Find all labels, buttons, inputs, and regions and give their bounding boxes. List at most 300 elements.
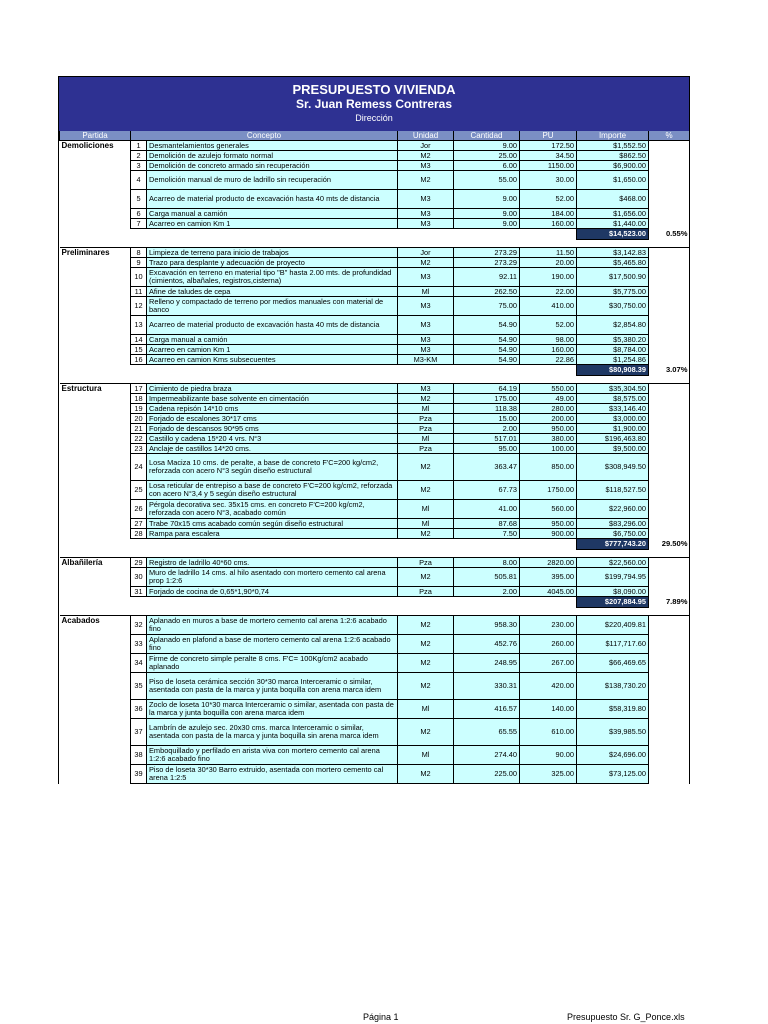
- item-number: 6: [131, 209, 147, 219]
- header-row: [60, 131, 690, 141]
- concept-cell: Acarreo en camion Km 1: [147, 219, 398, 229]
- gap-cell: [60, 240, 690, 248]
- table-row: [60, 700, 690, 719]
- quantity-cell: 2.00: [454, 587, 520, 597]
- concept-cell: Desmantelamientos generales: [147, 141, 398, 151]
- amount-cell: $30,750.00: [577, 297, 649, 316]
- unit-cell: M3: [398, 268, 454, 287]
- concept-cell: Anclaje de castillos 14*20 cms.: [147, 444, 398, 454]
- table-row: [60, 765, 690, 784]
- unit-cell: M3: [398, 209, 454, 219]
- unit-cell: M2: [398, 171, 454, 190]
- concept-cell: Forjado de escalones 30*17 cms: [147, 414, 398, 424]
- amount-cell: $3,000.00: [577, 414, 649, 424]
- item-number: 36: [131, 700, 147, 719]
- amount-cell: $468.00: [577, 190, 649, 209]
- header-partida: Partida: [60, 131, 131, 141]
- amount-cell: $22,960.00: [577, 500, 649, 519]
- unit-price-cell: 160.00: [520, 219, 577, 229]
- header-importe: Importe: [577, 131, 649, 141]
- table-row: [60, 141, 690, 151]
- unit-cell: M3: [398, 335, 454, 345]
- concept-cell: Carga manual a camión: [147, 209, 398, 219]
- item-number: 9: [131, 258, 147, 268]
- concept-cell: Acarreo de material producto de excavación hasta 40 mts de distancia: [147, 316, 398, 335]
- file-name: Presupuesto Sr. G_Ponce.xls: [567, 1012, 685, 1022]
- amount-cell: $5,775.00: [577, 287, 649, 297]
- quantity-cell: 54.90: [454, 345, 520, 355]
- unit-cell: Jor: [398, 141, 454, 151]
- amount-cell: $118,527.50: [577, 481, 649, 500]
- quantity-cell: 9.00: [454, 219, 520, 229]
- unit-price-cell: 98.00: [520, 335, 577, 345]
- section-total-row: [60, 597, 690, 608]
- pct-blank: [649, 248, 690, 365]
- partida-label: Estructura: [61, 384, 102, 393]
- section-total: $14,523.00: [577, 229, 649, 240]
- amount-cell: $5,465.80: [577, 258, 649, 268]
- item-number: 33: [131, 635, 147, 654]
- concept-cell: Relleno y compactado de terreno por medios manuales con material de banco: [147, 297, 398, 316]
- unit-cell: Pza: [398, 444, 454, 454]
- unit-cell: M3: [398, 384, 454, 394]
- section-total-row: [60, 365, 690, 376]
- concept-cell: Demolición de concreto armado sin recuperación: [147, 161, 398, 171]
- item-number: 19: [131, 404, 147, 414]
- unit-cell: Ml: [398, 500, 454, 519]
- total-spacer: [60, 597, 577, 608]
- quantity-cell: 363.47: [454, 454, 520, 481]
- unit-price-cell: 1750.00: [520, 481, 577, 500]
- amount-cell: $35,304.50: [577, 384, 649, 394]
- item-number: 32: [131, 616, 147, 635]
- amount-cell: $83,296.00: [577, 519, 649, 529]
- concept-cell: Impermeabilizante base solvente en cimentación: [147, 394, 398, 404]
- unit-price-cell: 4045.00: [520, 587, 577, 597]
- amount-cell: $58,319.80: [577, 700, 649, 719]
- item-number: 35: [131, 673, 147, 700]
- amount-cell: $117,717.60: [577, 635, 649, 654]
- unit-cell: M2: [398, 765, 454, 784]
- item-number: 25: [131, 481, 147, 500]
- item-number: 7: [131, 219, 147, 229]
- quantity-cell: 452.76: [454, 635, 520, 654]
- concept-cell: Limpieza de terreno para inicio de trabajos: [147, 248, 398, 258]
- quantity-cell: 958.30: [454, 616, 520, 635]
- amount-cell: $1,254.86: [577, 355, 649, 365]
- concept-cell: Piso de loseta 30*30 Barro extruido, asentada con mortero cemento cal arena 1:2:5: [147, 765, 398, 784]
- item-number: 4: [131, 171, 147, 190]
- unit-cell: M3: [398, 316, 454, 335]
- quantity-cell: 92.11: [454, 268, 520, 287]
- amount-cell: $5,380.20: [577, 335, 649, 345]
- partida-label: Acabados: [61, 616, 100, 625]
- partida-label: Demoliciones: [61, 141, 114, 150]
- section-percent: 3.07%: [665, 365, 688, 375]
- concept-cell: Firme de concreto simple peralte 8 cms. F'C= 100Kg/cm2 acabado aplanado: [147, 654, 398, 673]
- unit-cell: Ml: [398, 404, 454, 414]
- concept-cell: Acarreo en camion Kms subsecuentes: [147, 355, 398, 365]
- quantity-cell: 330.31: [454, 673, 520, 700]
- unit-cell: M2: [398, 258, 454, 268]
- unit-price-cell: 30.00: [520, 171, 577, 190]
- unit-cell: Jor: [398, 248, 454, 258]
- quantity-cell: 416.57: [454, 700, 520, 719]
- quantity-cell: 505.81: [454, 568, 520, 587]
- concept-cell: Aplanado en plafond a base de mortero cemento cal arena 1:2:6 acabado fino: [147, 635, 398, 654]
- amount-cell: $22,560.00: [577, 558, 649, 568]
- total-spacer: [60, 229, 577, 240]
- unit-cell: M3: [398, 219, 454, 229]
- amount-cell: $33,146.40: [577, 404, 649, 414]
- gap-cell: [60, 376, 690, 384]
- section-gap: [60, 608, 690, 616]
- gap-cell: [60, 550, 690, 558]
- amount-cell: $6,750.00: [577, 529, 649, 539]
- item-number: 26: [131, 500, 147, 519]
- quantity-cell: 274.40: [454, 746, 520, 765]
- table-row: [60, 258, 690, 268]
- concept-cell: Trabe 70x15 cms acabado común según diseño estructural: [147, 519, 398, 529]
- item-number: 38: [131, 746, 147, 765]
- total-spacer: [60, 365, 577, 376]
- unit-price-cell: 52.00: [520, 316, 577, 335]
- item-number: 31: [131, 587, 147, 597]
- item-number: 17: [131, 384, 147, 394]
- quantity-cell: 41.00: [454, 500, 520, 519]
- unit-price-cell: 20.00: [520, 258, 577, 268]
- unit-price-cell: 22.86: [520, 355, 577, 365]
- unit-cell: M2: [398, 635, 454, 654]
- quantity-cell: 9.00: [454, 190, 520, 209]
- concept-cell: Aplanado en muros a base de mortero cemento cal arena 1:2:6 acabado fino: [147, 616, 398, 635]
- pct-blank: [649, 384, 690, 539]
- quantity-cell: 517.01: [454, 434, 520, 444]
- amount-cell: $196,463.80: [577, 434, 649, 444]
- unit-price-cell: 900.00: [520, 529, 577, 539]
- table-row: [60, 746, 690, 765]
- unit-price-cell: 52.00: [520, 190, 577, 209]
- unit-cell: Pza: [398, 587, 454, 597]
- unit-price-cell: 267.00: [520, 654, 577, 673]
- table-row: [60, 719, 690, 746]
- header-pu: PU: [520, 131, 577, 141]
- table-row: [60, 209, 690, 219]
- budget-body: [60, 141, 690, 784]
- item-number: 21: [131, 424, 147, 434]
- unit-cell: M3: [398, 161, 454, 171]
- item-number: 15: [131, 345, 147, 355]
- partida-label: Preliminares: [61, 248, 110, 257]
- item-number: 16: [131, 355, 147, 365]
- table-row: [60, 529, 690, 539]
- amount-cell: $8,575.00: [577, 394, 649, 404]
- section-total-row: [60, 539, 690, 550]
- item-number: 1: [131, 141, 147, 151]
- unit-price-cell: 560.00: [520, 500, 577, 519]
- unit-price-cell: 850.00: [520, 454, 577, 481]
- quantity-cell: 54.90: [454, 335, 520, 345]
- table-row: [60, 500, 690, 519]
- amount-cell: $8,090.00: [577, 587, 649, 597]
- table-row: [60, 616, 690, 635]
- quantity-cell: 95.00: [454, 444, 520, 454]
- table-row: [60, 190, 690, 209]
- unit-price-cell: 2820.00: [520, 558, 577, 568]
- item-number: 5: [131, 190, 147, 209]
- unit-cell: Ml: [398, 700, 454, 719]
- gap-cell: [60, 608, 690, 616]
- unit-cell: M2: [398, 568, 454, 587]
- amount-cell: $308,949.50: [577, 454, 649, 481]
- section-gap: [60, 240, 690, 248]
- unit-price-cell: 90.00: [520, 746, 577, 765]
- partida-label: Albañilería: [61, 558, 103, 567]
- amount-cell: $138,730.20: [577, 673, 649, 700]
- unit-price-cell: 395.00: [520, 568, 577, 587]
- unit-price-cell: 22.00: [520, 287, 577, 297]
- item-number: 30: [131, 568, 147, 587]
- unit-cell: M2: [398, 481, 454, 500]
- table-row: [60, 316, 690, 335]
- amount-cell: $73,125.00: [577, 765, 649, 784]
- quantity-cell: 248.95: [454, 654, 520, 673]
- document-title: PRESUPUESTO VIVIENDA: [292, 82, 456, 97]
- unit-price-cell: 184.00: [520, 209, 577, 219]
- unit-cell: M3: [398, 190, 454, 209]
- quantity-cell: 7.50: [454, 529, 520, 539]
- table-row: [60, 287, 690, 297]
- table-row: [60, 384, 690, 394]
- table-row: [60, 404, 690, 414]
- amount-cell: $220,409.81: [577, 616, 649, 635]
- header-concepto: Concepto: [131, 131, 398, 141]
- item-number: 2: [131, 151, 147, 161]
- unit-price-cell: 1150.00: [520, 161, 577, 171]
- concept-cell: Lambrín de azulejo sec. 20x30 cms. marca Interceramic o similar, asentada con pasta de la marca y junta boquilla sin arena marca idem: [147, 719, 398, 746]
- concept-cell: Losa reticular de entrepiso a base de concreto F'C=200 kg/cm2, reforzada con acero N°3,4 y 5 según diseño estructural: [147, 481, 398, 500]
- unit-cell: M2: [398, 616, 454, 635]
- unit-price-cell: 325.00: [520, 765, 577, 784]
- unit-price-cell: 172.50: [520, 141, 577, 151]
- item-number: 28: [131, 529, 147, 539]
- unit-price-cell: 950.00: [520, 424, 577, 434]
- unit-cell: M2: [398, 673, 454, 700]
- concept-cell: Zoclo de loseta 10*30 marca Interceramic o similar, asentada con pasta de la marca y junta boquilla con arena marca idem: [147, 700, 398, 719]
- quantity-cell: 6.00: [454, 161, 520, 171]
- amount-cell: $862.50: [577, 151, 649, 161]
- table-row: [60, 219, 690, 229]
- table-row: [60, 297, 690, 316]
- concept-cell: Afine de taludes de cepa: [147, 287, 398, 297]
- item-number: 39: [131, 765, 147, 784]
- unit-price-cell: 260.00: [520, 635, 577, 654]
- pct-blank: [649, 616, 690, 784]
- quantity-cell: 9.00: [454, 209, 520, 219]
- unit-price-cell: 610.00: [520, 719, 577, 746]
- amount-cell: $66,469.65: [577, 654, 649, 673]
- table-row: [60, 248, 690, 258]
- budget-table: [59, 131, 690, 784]
- quantity-cell: 118.38: [454, 404, 520, 414]
- unit-cell: M2: [398, 394, 454, 404]
- item-number: 18: [131, 394, 147, 404]
- concept-cell: Castillo y cadena 15*20 4 vrs. N°3: [147, 434, 398, 444]
- section-total-row: [60, 229, 690, 240]
- item-number: 37: [131, 719, 147, 746]
- quantity-cell: 67.73: [454, 481, 520, 500]
- unit-price-cell: 160.00: [520, 345, 577, 355]
- table-row: [60, 394, 690, 404]
- concept-cell: Losa Maciza 10 cms. de peralte, a base de concreto F'C=200 kg/cm2, reforzada con acero N°3 según diseño estructural: [147, 454, 398, 481]
- amount-cell: $24,696.00: [577, 746, 649, 765]
- concept-cell: Acarreo en camion Km 1: [147, 345, 398, 355]
- client-name: Sr. Juan Remess Contreras: [295, 97, 453, 111]
- header-pct: %: [649, 131, 690, 141]
- quantity-cell: 75.00: [454, 297, 520, 316]
- item-number: 23: [131, 444, 147, 454]
- section-total: $777,743.20: [577, 539, 649, 550]
- table-row: [60, 335, 690, 345]
- amount-cell: $1,552.50: [577, 141, 649, 151]
- amount-cell: $1,900.00: [577, 424, 649, 434]
- unit-cell: M2: [398, 151, 454, 161]
- concept-cell: Rampa para escalera: [147, 529, 398, 539]
- item-number: 12: [131, 297, 147, 316]
- unit-cell: Ml: [398, 746, 454, 765]
- quantity-cell: 25.00: [454, 151, 520, 161]
- item-number: 14: [131, 335, 147, 345]
- section-total: $207,884.95: [577, 597, 649, 608]
- concept-cell: Piso de loseta cerámica sección 30*30 marca Interceramic o similar, asentada con pasta de la marca y junta boquilla con arena marca idem: [147, 673, 398, 700]
- unit-cell: Pza: [398, 414, 454, 424]
- table-row: [60, 519, 690, 529]
- unit-cell: Pza: [398, 558, 454, 568]
- concept-cell: Cimiento de piedra braza: [147, 384, 398, 394]
- unit-price-cell: 190.00: [520, 268, 577, 287]
- item-number: 8: [131, 248, 147, 258]
- unit-price-cell: 11.50: [520, 248, 577, 258]
- table-row: [60, 654, 690, 673]
- header-unidad: Unidad: [398, 131, 454, 141]
- section-percent: 0.55%: [665, 229, 688, 239]
- concept-cell: Emboquillado y perfilado en arista viva con mortero cemento cal arena 1:2:6 acabado fino: [147, 746, 398, 765]
- table-row: [60, 414, 690, 424]
- quantity-cell: 262.50: [454, 287, 520, 297]
- table-row: [60, 434, 690, 444]
- pct-blank: [649, 558, 690, 597]
- concept-cell: Forjado de descansos 90*95 cms: [147, 424, 398, 434]
- concept-cell: Demolición de azulejo formato normal: [147, 151, 398, 161]
- quantity-cell: 54.90: [454, 355, 520, 365]
- unit-cell: M3: [398, 297, 454, 316]
- amount-cell: $8,784.00: [577, 345, 649, 355]
- table-row: [60, 673, 690, 700]
- amount-cell: $39,985.50: [577, 719, 649, 746]
- quantity-cell: 55.00: [454, 171, 520, 190]
- quantity-cell: 15.00: [454, 414, 520, 424]
- unit-cell: Pza: [398, 424, 454, 434]
- item-number: 13: [131, 316, 147, 335]
- unit-price-cell: 230.00: [520, 616, 577, 635]
- concept-cell: Forjado de cocina de 0,65*1,90*0,74: [147, 587, 398, 597]
- item-number: 22: [131, 434, 147, 444]
- item-number: 3: [131, 161, 147, 171]
- quantity-cell: 87.68: [454, 519, 520, 529]
- amount-cell: $1,650.00: [577, 171, 649, 190]
- quantity-cell: 9.00: [454, 141, 520, 151]
- quantity-cell: 8.00: [454, 558, 520, 568]
- quantity-cell: 2.00: [454, 424, 520, 434]
- table-row: [60, 558, 690, 568]
- concept-cell: Cadena repisón 14*10 cms: [147, 404, 398, 414]
- table-row: [60, 635, 690, 654]
- unit-price-cell: 380.00: [520, 434, 577, 444]
- unit-cell: M2: [398, 454, 454, 481]
- total-spacer: [60, 539, 577, 550]
- table-row: [60, 151, 690, 161]
- unit-price-cell: 550.00: [520, 384, 577, 394]
- unit-cell: M2: [398, 654, 454, 673]
- table-row: [60, 454, 690, 481]
- unit-price-cell: 950.00: [520, 519, 577, 529]
- unit-cell: Ml: [398, 287, 454, 297]
- quantity-cell: 273.29: [454, 248, 520, 258]
- table-row: [60, 568, 690, 587]
- item-number: 34: [131, 654, 147, 673]
- concept-cell: Excavación en terreno en material tipo "B" hasta 2.00 mts. de profundidad (cimientos, albañales, registros,cisterna): [147, 268, 398, 287]
- section-gap: [60, 550, 690, 558]
- table-row: [60, 171, 690, 190]
- concept-cell: Muro de ladrillo 14 cms. al hilo asentado con mortero cemento cal arena prop 1:2:6: [147, 568, 398, 587]
- table-row: [60, 268, 690, 287]
- unit-price-cell: 100.00: [520, 444, 577, 454]
- unit-price-cell: 34.50: [520, 151, 577, 161]
- item-number: 24: [131, 454, 147, 481]
- amount-cell: $3,142.83: [577, 248, 649, 258]
- table-row: [60, 355, 690, 365]
- concept-cell: Pérgola decorativa sec. 35x15 cms. en concreto F'C=200 kg/cm2, reforzada con acero N°3, acabado común: [147, 500, 398, 519]
- unit-cell: M2: [398, 719, 454, 746]
- concept-cell: Carga manual a camión: [147, 335, 398, 345]
- unit-cell: Ml: [398, 434, 454, 444]
- amount-cell: $1,656.00: [577, 209, 649, 219]
- table-row: [60, 444, 690, 454]
- unit-cell: M2: [398, 529, 454, 539]
- unit-price-cell: 140.00: [520, 700, 577, 719]
- amount-cell: $1,440.00: [577, 219, 649, 229]
- quantity-cell: 175.00: [454, 394, 520, 404]
- section-gap: [60, 376, 690, 384]
- unit-cell: M3-KM: [398, 355, 454, 365]
- pct-blank: [649, 141, 690, 229]
- concept-cell: Registro de ladrillo 40*60 cms.: [147, 558, 398, 568]
- unit-cell: M3: [398, 345, 454, 355]
- table-row: [60, 161, 690, 171]
- quantity-cell: 225.00: [454, 765, 520, 784]
- concept-cell: Acarreo de material producto de excavación hasta 40 mts de distancia: [147, 190, 398, 209]
- item-number: 29: [131, 558, 147, 568]
- item-number: 10: [131, 268, 147, 287]
- table-row: [60, 481, 690, 500]
- unit-price-cell: 410.00: [520, 297, 577, 316]
- title-block: [59, 76, 689, 131]
- item-number: 20: [131, 414, 147, 424]
- budget-sheet: [58, 76, 690, 784]
- quantity-cell: 273.29: [454, 258, 520, 268]
- section-percent: 29.50%: [661, 539, 688, 549]
- section-percent: 7.89%: [665, 597, 688, 607]
